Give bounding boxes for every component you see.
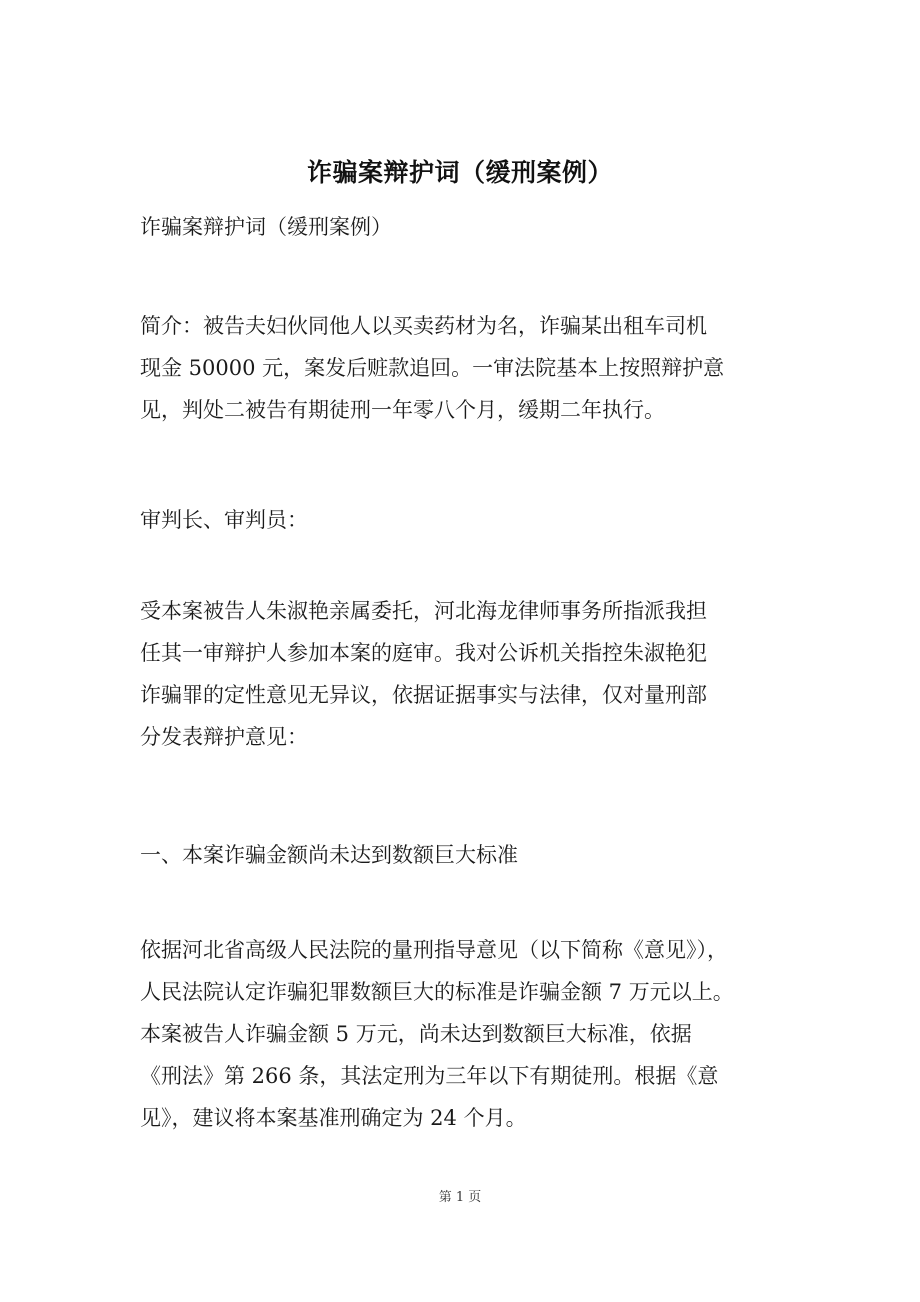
argument-paragraph: 依据河北省高级人民法院的量刑指导意见（以下简称《意见》）， 人民法院认定诈骗犯罪数额巨大的标准是诈骗金额 7 万元以上。 本案被告人诈骗金额 5 万元，尚未达到数额巨大标准，依据 《刑法》第 266 条，其法定刑为三年以下有期徒刑。根据《意 见》，建议将本案基准刑确定为 24 个月。 [140,938,734,1130]
introduction-paragraph: 受本案被告人朱淑艳亲属委托，河北海龙律师事务所指派我担 任其一审辩护人参加本案的庭审。我对公诉机关指控朱淑艳犯 诈骗罪的定性意见无异议，依据证据事实与法律，仅对量刑部 分发表辩护意见： [140,599,707,749]
summary-paragraph: 简介：被告夫妇伙同他人以买卖药材为名，诈骗某出租车司机 现金 50000 元，案发后赃款追回。一审法院基本上按照辩护意 见，判处二被告有期徒刑一年零八个月，缓期二年执行。 [140,314,725,422]
section-heading-one: 一、本案诈骗金额尚未达到数额巨大标准 [140,843,518,867]
subtitle-paragraph: 诈骗案辩护词（缓刑案例） [140,215,392,239]
page-number: 第 1 页 [438,1190,482,1205]
salutation-paragraph: 审判长、审判员： [140,508,308,532]
document-title: 诈骗案辩护词（缓刑案例） [306,157,613,187]
